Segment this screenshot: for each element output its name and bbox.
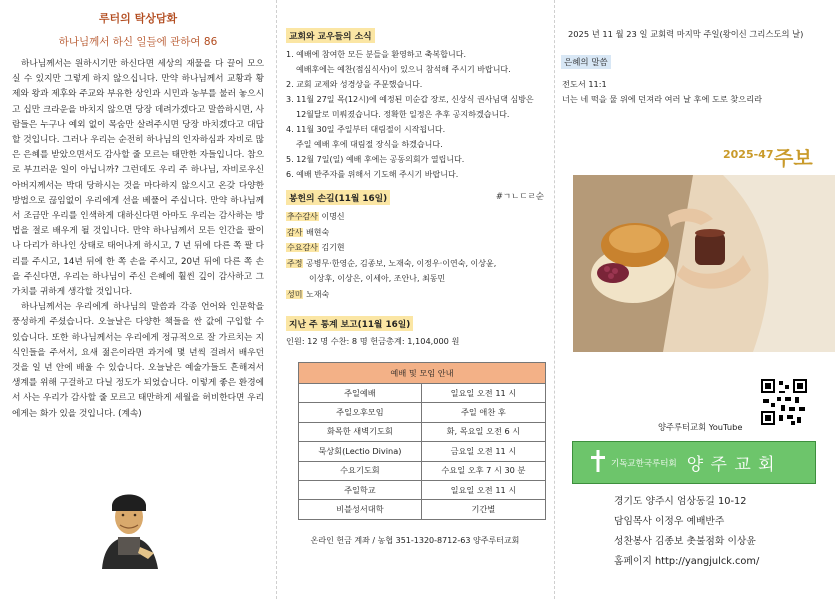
- notice-item: 6. 예배 반주자를 위해서 기도해 주시기 바랍니다.: [286, 170, 459, 179]
- duty-list: [286, 209, 544, 302]
- duty-row: 추수감사 이명신: [287, 212, 345, 221]
- church-banner: [572, 441, 816, 484]
- youtube-qr-code[interactable]: [761, 379, 807, 425]
- table-row: 비블성서대학 기간별: [299, 500, 546, 519]
- contact-info: [614, 492, 759, 572]
- article-title: 루터의 탁상담화: [98, 12, 178, 25]
- youtube-label: 양주루터교회 YouTube: [658, 422, 743, 432]
- duty-row: 이상후, 이상은, 이세아, 조안나, 최동민: [309, 274, 446, 283]
- bulletin-title: 주보: [774, 146, 813, 170]
- duty-row: 주정 공병무·한영순, 김종보, 노재숙, 이정우·이연숙, 이상윤,: [287, 258, 497, 268]
- table-row: 묵상회(Lectio Divina) 금요일 오전 11 시: [299, 442, 546, 461]
- stats-title: 지난 주 통계 보고(11월 16일): [286, 316, 413, 331]
- table-row: 화목한 새벽기도회 화, 목요일 오전 6 시: [299, 422, 546, 441]
- verse-text: 너는 네 떡을 물 위에 던져라 여러 날 후에 도로 찾으리라: [562, 94, 763, 104]
- date-line: 2025 년 11 월 23 일 교회력 마지막 주일(왕이신 그리스도의 날): [568, 29, 804, 39]
- article-paragraph: 하나님께서는 원하시기만 하신다면 세상의 재물을 다 끌어 모으실 수 있지만 그렇게 하지 않으십니다. 만약 하나님께서 교황과 황제와 왕과 제후와 주교와 부유한 상인과 시민과 농부를 불러 놓으시고 십만 크라운을 바치지 않으면 당장 데려가겠다고 말씀하시면, 사람들은 누구나 예외 없이 목숨만 살려주시면 당장 바치겠다고 대답할 것입니다. 그러나 우리는 순전히 하나님의 인자하심과 자비로 많은 은혜를 받았으면서도 감사할 줄 모르는 태만한 자들입니다. 참으로 부끄러운 일이 아닙니까? 그런데도 우리 주 하나님, 자비로우신 아버지께서는 박대 당하시는 것을 마다하지 않으시고 온갖 다양한 방법으로 끊임없이 우리에게 선을 베풀어 주십니다. 만약 하나님께서 조금만 우리를 인색하게 대하신다면 아마도 우리는 감사하는 방법을 절로 배우게 될 것입니다. 만약 하나님께서 모든 인간을 팔이나 다리가 하나인 상태로 태어나게 하시고, 7 년 뒤에 다른 쪽 팔 다리를 주시고, 14년 뒤에 한 쪽 손을 주시고, 20년 뒤에 다른 쪽 손을 주신다면, 우리는 하나님이 주신 은혜에 훨씬 깊이 감사하고 그 가치를 귀하게 생각할 것입니다.: [12, 59, 264, 298]
- article-subtitle: 하나님께서 하신 일들에 관하여 86: [58, 36, 218, 48]
- duty-row: 성미 노재숙: [287, 289, 330, 299]
- middle-panel: [280, 0, 552, 599]
- notice-item: 4. 11월 30일 주일부터 대림절이 시작됩니다. 주일 예배 후에 대림절 장식을 하겠습니다.: [286, 125, 446, 149]
- homepage-link[interactable]: 홈페이지 http://yangjulck.com/: [614, 556, 760, 567]
- stats-text: 인원: 12 명 수찬: 8 명 헌금총계: 1,104,000 원: [286, 336, 460, 346]
- table-row: 수요기도회 수요일 오후 7 시 30 분: [299, 461, 546, 480]
- table-row: 주일학교 일요일 오전 11 시: [299, 480, 546, 499]
- notice-item: 5. 12월 7일(일) 예배 후에는 공동의회가 열립니다.: [286, 155, 465, 164]
- address: 경기도 양주시 엄상동길 10-12: [614, 496, 747, 507]
- staff-line: 담임목사 이정우 예배반주: [614, 516, 725, 527]
- article-body: [12, 57, 264, 422]
- denomination-label: 기독교한국루터회: [611, 458, 677, 469]
- table-row: 주일오후모임 주일 애찬 후: [299, 403, 546, 422]
- duty-title: 봉헌의 손길(11월 16일): [286, 190, 390, 205]
- table-row: 주일예배 일요일 오전 11 시: [299, 384, 546, 403]
- schedule-header: 예배 및 모임 안내: [299, 363, 546, 384]
- cross-icon: [591, 450, 605, 476]
- cover-image: [573, 175, 835, 352]
- duty-sort-note: #ㄱㄴㄷㄹ순: [495, 192, 544, 202]
- church-name: 양 주 교 회: [686, 455, 776, 475]
- duty-row: 수요감사 김기현: [287, 243, 345, 252]
- verse-reference: 전도서 11:1: [562, 79, 607, 89]
- notice-item: 3. 11월 27일 목(12시)에 예정된 미순갑 장로, 신상식 권사님댁 심방은 12월달로 미뤄졌습니다. 정확한 일정은 추후 공지하겠습니다.: [286, 95, 534, 119]
- fold-line-2: [554, 0, 555, 599]
- notice-list: [286, 47, 544, 182]
- notice-item: 2. 교회 교제와 성경상을 주문했습니다.: [286, 80, 423, 89]
- duty-row: 감사 배현숙: [287, 227, 330, 237]
- verse-heading: 은혜의 말씀: [561, 55, 611, 69]
- issue-number: 2025-47: [723, 148, 774, 161]
- schedule-table: [298, 362, 546, 520]
- article-paragraph: 하나님께서는 우리에게 하나님의 말씀과 각종 언어와 인문학을 풍성하게 주셨습니다. 오늘날은 다양한 책들을 싼 값에 구입할 수 있습니다. 또한 하나님께서는 우리에게 정규적으로 잘 가르치는 지식인들을 주셔서, 요새 젊은이라면 과거에 몇 년씩 걸려서 배우던 것을 일 년 안에 배울 수 있습니다. 오늘날은 예술가들도 흔해져서 생계를 위해 구걸하고 다닐 정도가 되었습니다. 이렇게 좋은 환경에서 사는 우리가 감사할 줄 모르고 태만하게 세월을 허비한다면 우리에게는 화가 있을 것입니다. (계속): [12, 302, 264, 419]
- right-panel: [556, 0, 835, 599]
- luther-portrait-image: [96, 487, 162, 573]
- notices-title: 교회와 교우들의 소식: [286, 28, 375, 43]
- offering-account: 온라인 헌금 계좌 / 농협 351-1320-8712-63 양주루터교회: [310, 535, 520, 545]
- notice-item: 1. 예배에 참여한 모든 분들을 환영하고 축복합니다. 예배후에는 예찬(점심식사)이 있으니 참석해 주시기 바랍니다.: [286, 50, 511, 74]
- staff-line: 성찬봉사 김종보 촛불점화 이상윤: [614, 536, 756, 547]
